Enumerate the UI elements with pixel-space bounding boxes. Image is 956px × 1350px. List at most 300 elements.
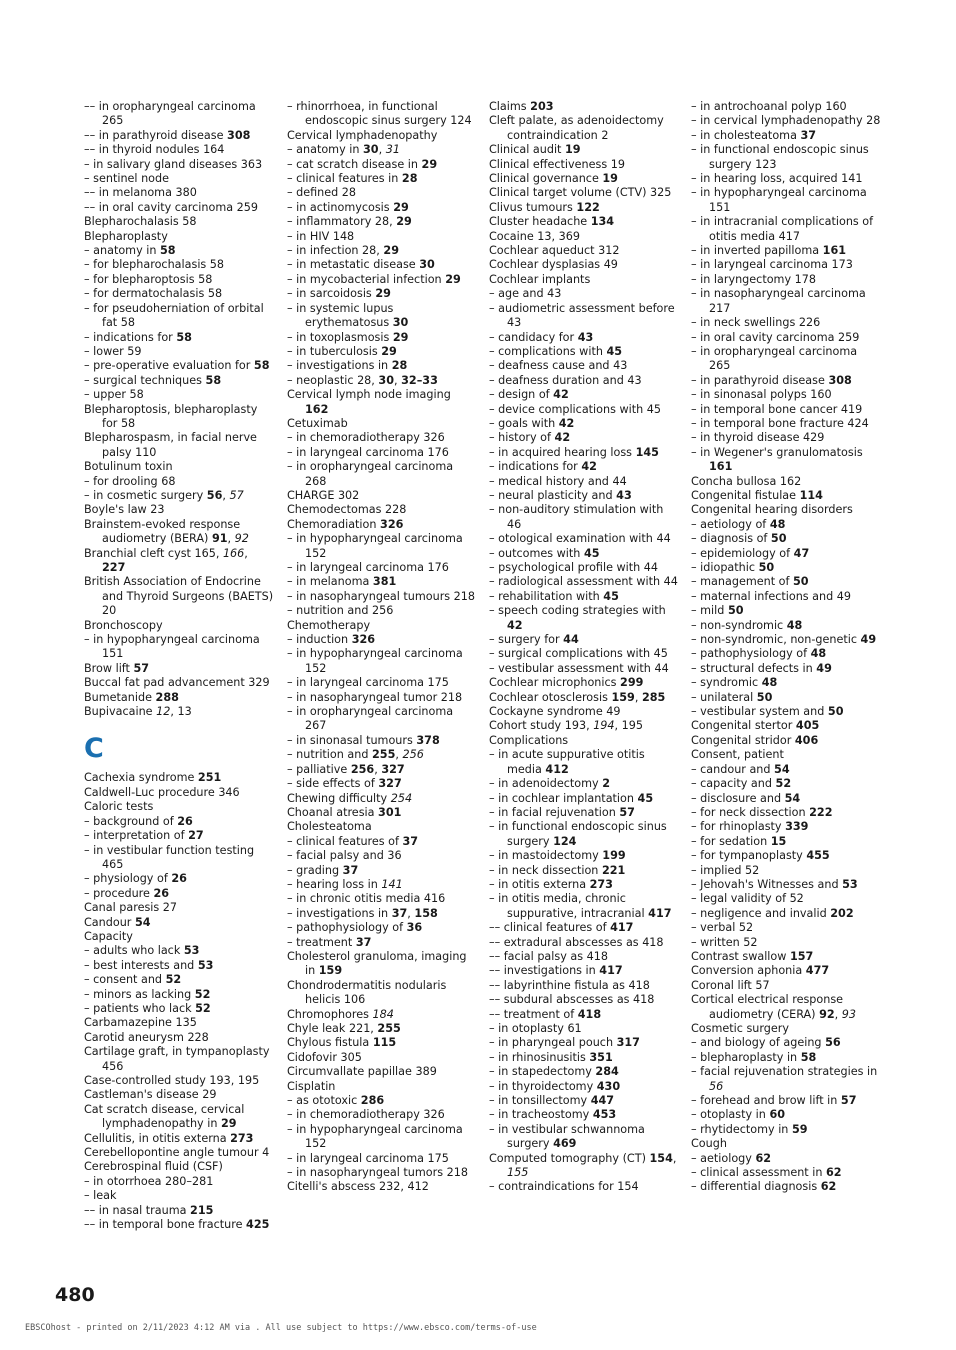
entry-text: Cochlear dysplasias 49 (489, 258, 618, 272)
entry-text: Chemoradiation (287, 517, 381, 531)
entry-text: – in stapedectomy (489, 1065, 596, 1079)
entry-text: – in otoplasty 61 (489, 1022, 582, 1035)
index-entry (287, 950, 477, 979)
index-entry (84, 800, 274, 814)
index-entry (287, 331, 477, 345)
page-ref-bold: 42 (553, 388, 569, 402)
entry-text: – mild (691, 604, 728, 618)
entry-text: – nutrition and 256 (287, 604, 394, 618)
index-entry (287, 647, 477, 676)
entry-text: –– in oral cavity carcinoma 259 (84, 200, 258, 214)
entry-text: –– subdural abscesses as 418 (489, 993, 655, 1007)
index-entry (84, 374, 274, 388)
page-ref-bold: 222 (809, 805, 833, 819)
page-ref-bold: 50 (727, 604, 744, 618)
page-ref-bold: 62 (826, 1166, 842, 1180)
entry-text: Chromophores (287, 1007, 373, 1021)
index-entry (691, 143, 881, 172)
page-ref-bold: 52 (195, 1001, 211, 1015)
entry-text: , (834, 1007, 842, 1021)
page-ref-bold: 2 (602, 777, 611, 791)
page-ref-bold: 29 (393, 200, 409, 214)
page-ref-italic: 166 (222, 546, 245, 560)
page-ref-italic: 56 (709, 1079, 724, 1093)
index-entry (287, 921, 477, 935)
section-letter-heading: C (84, 733, 104, 765)
index-entry (691, 489, 881, 503)
index-entry (489, 936, 679, 950)
index-entry (489, 633, 679, 647)
entry-text: British Association of Endocrine and Thyroid Surgeons (BAETS) 20 (84, 575, 277, 618)
index-entry (84, 930, 274, 944)
page-ref-bold: 44 (563, 633, 579, 647)
page-ref-italic: 254 (390, 791, 413, 805)
page-ref-bold: 255 (372, 748, 396, 762)
index-entry (287, 806, 477, 820)
entry-text: – in nasopharyngeal tumours 218 (287, 589, 476, 603)
index-entry (287, 100, 477, 129)
entry-text: – in otorrhoea 280–281 (84, 1174, 214, 1188)
entry-text: – nutrition and (287, 748, 373, 762)
index-entry (691, 518, 881, 532)
index-entry (691, 792, 881, 806)
entry-text: – clinical assessment in (691, 1166, 827, 1180)
entry-text: – in laryngectomy 178 (691, 272, 816, 286)
page-ref-bold: 256 (350, 762, 375, 776)
index-entry (287, 345, 477, 359)
index-entry (489, 892, 679, 921)
entry-text: – aetiology (691, 1151, 756, 1165)
entry-text: – in hypopharyngeal carcinoma 152 (287, 647, 467, 675)
index-entry (691, 1094, 881, 1108)
index-entry (84, 786, 274, 800)
index-entry (287, 1065, 477, 1079)
index-entry (287, 518, 477, 532)
entry-text: – in Wegener's granulomatosis (691, 445, 867, 459)
index-entry (84, 973, 274, 987)
entry-text: – patients who lack (84, 1001, 196, 1015)
page-ref-bold: 50 (770, 532, 787, 546)
index-entry (489, 719, 679, 733)
entry-text: – age and 43 (489, 287, 562, 301)
index-entry (691, 446, 881, 475)
page-ref-bold: 91 (211, 532, 228, 546)
entry-text: – in laryngeal carcinoma 176 (287, 445, 449, 459)
entry-text: Citelli's abscess 232, 412 (287, 1180, 429, 1194)
index-entry (84, 916, 274, 930)
index-entry (489, 561, 679, 575)
index-entry (84, 345, 274, 359)
entry-text: – in systemic lupus erythematosus (287, 301, 397, 330)
entry-text: – for sedation (691, 834, 771, 848)
index-entry (489, 1152, 679, 1181)
page-ref-bold: 299 (620, 676, 644, 690)
entry-text: Canal paresis 27 (84, 901, 178, 915)
entry-text: , (244, 546, 252, 560)
index-entry (287, 215, 477, 229)
index-entry (84, 676, 274, 690)
entry-text: Cetuximab (287, 416, 348, 430)
entry-text: – in neck dissection (489, 863, 602, 877)
page-ref-bold: 49 (860, 633, 877, 647)
page-ref-bold: 418 (577, 1007, 602, 1021)
entry-text: – cat scratch disease in (287, 157, 422, 171)
index-entry (84, 771, 274, 785)
index-entry (489, 331, 679, 345)
entry-text: Clinical target volume (CTV) 325 (489, 186, 672, 200)
page-ref-bold: 26 (171, 872, 187, 886)
page-ref-bold: 122 (576, 200, 600, 214)
index-entry (287, 561, 477, 575)
index-entry (691, 921, 881, 935)
index-entry (84, 518, 274, 547)
page-ref-bold: 326 (351, 633, 376, 647)
entry-text: , (395, 748, 403, 762)
page-ref-bold: 288 (155, 690, 179, 704)
entry-text: – otoplasty in (691, 1108, 770, 1122)
page-ref-bold: 30 (419, 258, 435, 272)
index-entry (489, 604, 679, 633)
entry-text: – in hearing loss, acquired 141 (691, 172, 863, 186)
page-ref-bold: 114 (799, 488, 823, 502)
page-ref-bold: 53 (183, 944, 200, 958)
entry-text: – in temporal bone fracture 424 (691, 416, 869, 430)
index-entry (691, 705, 881, 719)
index-entry (84, 1002, 274, 1016)
index-entry (287, 503, 477, 517)
page-ref-bold: 284 (595, 1065, 619, 1079)
page-ref-bold: 145 (635, 445, 659, 459)
index-column-1 (84, 100, 277, 1232)
page-ref-bold: 273 (230, 1131, 254, 1145)
entry-text: – in cervical lymphadenopathy 28 (691, 114, 881, 128)
index-entry (691, 547, 881, 561)
entry-text: Cartilage graft, in tympanoplasty 456 (84, 1045, 274, 1073)
entry-text: – in sinonasal tumours (287, 733, 417, 747)
index-entry (287, 374, 477, 388)
entry-text: – disclosure and (691, 791, 785, 805)
page-ref-bold: 27 (188, 829, 204, 843)
entry-text: – facial rejuvenation strategies in (691, 1065, 881, 1079)
entry-text: Cochlear implants (489, 272, 591, 286)
page-ref-bold: 50 (827, 705, 844, 719)
index-entry (489, 590, 679, 604)
page-ref-bold: 37 (800, 128, 817, 142)
entry-text: – in chemoradiotherapy 326 (287, 1108, 445, 1122)
index-entry (84, 388, 274, 402)
page-ref-bold: 199 (602, 849, 626, 863)
index-entry (84, 201, 274, 215)
index-entry (691, 1123, 881, 1137)
entry-text: – in thyroidectomy (489, 1079, 597, 1093)
index-entry (287, 431, 477, 445)
entry-text: , (374, 762, 382, 776)
entry-text: – in vestibular function testing 465 (84, 843, 258, 871)
entry-text: – interpretation of (84, 829, 189, 843)
entry-text: – aetiology of (691, 517, 770, 531)
index-entry (691, 186, 881, 215)
index-entry (84, 100, 274, 129)
page-ref-bold: 29 (445, 272, 461, 286)
index-entry (691, 993, 881, 1022)
entry-text: Brow lift (84, 661, 134, 675)
entry-text: – idiopathic (691, 561, 759, 574)
entry-text: – induction (287, 633, 352, 647)
index-entry (691, 820, 881, 834)
entry-text: – capacity and (691, 777, 776, 791)
index-entry (691, 849, 881, 863)
entry-text: – medical history and 44 (489, 474, 627, 488)
entry-text: , (222, 488, 230, 502)
page-ref-bold: 57 (619, 805, 635, 819)
entry-text: Complications (489, 733, 569, 747)
entry-text: Cleft palate, as adenoidectomy contraindication 2 (489, 114, 668, 142)
entry-text: Cholesteatoma (287, 820, 372, 834)
entry-text: – background of (84, 814, 178, 828)
page-ref-italic: 31 (385, 143, 400, 157)
entry-text: Chewing difficulty (287, 791, 391, 805)
index-entry (287, 302, 477, 331)
page-ref-bold: 19 (565, 143, 581, 157)
index-entry (489, 777, 679, 791)
index-entry (84, 633, 274, 662)
index-entry (84, 1160, 274, 1174)
page-ref-bold: 29 (392, 330, 409, 344)
entry-text: Bumetanide (84, 690, 156, 704)
entry-text: – for dermatochalasis 58 (84, 287, 223, 301)
entry-text: – in melanoma (287, 575, 373, 589)
entry-text: Cat scratch disease, cervical lymphadenopathy in (84, 1102, 248, 1131)
index-entry (489, 388, 679, 402)
page-ref-bold: 42 (507, 618, 523, 632)
index-entry (489, 417, 679, 431)
entry-text: Concha bullosa 162 (691, 474, 802, 488)
entry-text: Chylous fistula (287, 1036, 373, 1050)
entry-text: Bronchoscopy (84, 618, 163, 632)
page-ref-bold: 43 (616, 488, 632, 502)
entry-text: – goals with (489, 416, 559, 430)
index-entry (489, 705, 679, 719)
index-entry (84, 1132, 274, 1146)
index-entry (84, 959, 274, 973)
entry-text: Chondrodermatitis nodularis helicis 106 (287, 978, 450, 1007)
index-entry (287, 575, 477, 589)
entry-text: – contraindications for 154 (489, 1180, 639, 1194)
index-entry (287, 907, 477, 921)
index-entry (84, 1204, 274, 1218)
page-ref-bold: 412 (545, 762, 569, 776)
entry-text: Cluster headache (489, 215, 591, 229)
page-ref-bold: 161 (709, 460, 733, 474)
entry-text: – surgical techniques (84, 373, 206, 387)
index-entry (489, 1123, 679, 1152)
entry-text: – in tuberculosis (287, 344, 382, 358)
page-ref-bold: 53 (842, 877, 858, 891)
entry-text: – in inverted papilloma (691, 244, 823, 258)
index-entry (84, 215, 274, 229)
index-entry (489, 114, 679, 143)
entry-text: – structural defects in (691, 661, 817, 675)
index-entry (84, 1175, 274, 1189)
index-entry (287, 1080, 477, 1094)
page-ref-bold: 50 (758, 561, 775, 574)
entry-text: – rhinorrhoea, in functional endoscopic sinus surgery 124 (287, 100, 472, 128)
page-ref-bold: 37 (402, 834, 419, 848)
index-entry (489, 100, 679, 114)
index-entry (84, 844, 274, 873)
entry-text: – in neck swellings 226 (691, 316, 821, 330)
index-entry (287, 1108, 477, 1122)
entry-text: – non-syndromic (691, 618, 787, 632)
index-entry (287, 979, 477, 1008)
page-ref-bold: 405 (795, 719, 820, 733)
entry-text: Botulinum toxin (84, 460, 173, 474)
index-entry (489, 1180, 679, 1194)
index-entry (84, 575, 277, 618)
index-entry (691, 662, 881, 676)
page-ref-bold: 29 (396, 215, 412, 229)
index-entry (691, 763, 881, 777)
index-entry (287, 273, 477, 287)
entry-text: Cochlear microphonics (489, 676, 621, 690)
entry-text: Consent, patient (691, 748, 784, 762)
index-entry (287, 734, 477, 748)
entry-text: Cervical lymphadenopathy (287, 128, 438, 142)
index-entry (287, 1051, 477, 1065)
entry-text: – in chronic otitis media 416 (287, 892, 446, 906)
index-entry (84, 331, 274, 345)
entry-text: – clinical features of (287, 834, 403, 848)
entry-text: Contrast swallow (691, 949, 790, 963)
index-entry (489, 287, 679, 301)
index-entry (287, 388, 477, 417)
index-entry (489, 489, 679, 503)
page-ref-bold: 53 (197, 958, 214, 972)
page-ref-bold: 58 (205, 373, 222, 387)
page-ref-bold: 455 (806, 849, 830, 863)
index-entry (84, 1074, 274, 1088)
index-entry (287, 864, 477, 878)
page-ref-bold: 425 (246, 1218, 270, 1232)
page-ref-italic: 155 (507, 1166, 529, 1180)
entry-text: –– clinical features of (489, 921, 611, 935)
page-ref-italic: 184 (372, 1007, 394, 1021)
index-entry (691, 345, 881, 374)
entry-text: –– in melanoma 380 (84, 186, 197, 200)
page-ref-bold: 45 (606, 344, 623, 358)
index-entry (287, 936, 477, 950)
page-ref-bold: 326 (380, 517, 404, 531)
entry-text: Blepharoplasty (84, 229, 168, 243)
index-entry (489, 820, 679, 849)
entry-text: – legal validity of 52 (691, 892, 804, 906)
index-entry (84, 230, 274, 244)
index-entry (84, 129, 274, 143)
index-entry (287, 359, 477, 373)
page-ref-bold: 30 (378, 373, 394, 387)
entry-text: – complications with (489, 344, 607, 358)
page-ref-bold: 47 (793, 546, 810, 560)
index-entry (84, 186, 274, 200)
index-entry (287, 287, 477, 301)
page-ref-bold: 308 (828, 373, 852, 387)
page-ref-bold: 161 (822, 244, 847, 258)
page-ref-bold: 54 (774, 762, 790, 776)
page-ref-bold: 48 (786, 618, 803, 632)
index-entry (489, 460, 679, 474)
entry-text: – lower 59 (84, 344, 142, 358)
entry-text: –– extradural abscesses as 418 (489, 935, 664, 949)
entry-text: – in nasopharyngeal tumor 218 (287, 690, 463, 704)
page-ref-bold: 453 (592, 1108, 617, 1122)
index-entry (287, 835, 477, 849)
entry-text: – surgical complications with 45 (489, 647, 668, 661)
index-entry (84, 1088, 274, 1102)
index-entry (287, 244, 477, 258)
page-number: 480 (55, 1284, 95, 1306)
index-entry (489, 532, 679, 546)
entry-text: Bupivacaine (84, 705, 157, 719)
entry-text: Cerebellopontine angle tumour 4 (84, 1146, 270, 1160)
index-entry (287, 201, 477, 215)
entry-text: – rhytidectomy in (691, 1122, 792, 1136)
index-entry (84, 662, 274, 676)
page-ref-bold: 339 (785, 820, 809, 834)
entry-text: , (634, 690, 642, 704)
entry-text: –– treatment of (489, 1007, 578, 1021)
index-entry (691, 647, 881, 661)
entry-text: Blepharochalasis 58 (84, 215, 197, 229)
entry-text: – in cochlear implantation (489, 791, 638, 805)
entry-text: – in otitis media, chronic suppurative, intracranial (489, 892, 649, 920)
entry-text: – in intracranial complications of otitis media 417 (691, 215, 877, 243)
index-entry (489, 950, 679, 964)
entry-text: – clinical features in (287, 172, 402, 186)
index-entry (489, 547, 679, 561)
index-entry (691, 806, 881, 820)
entry-text: Cochlear aqueduct 312 (489, 244, 620, 258)
page-ref-bold: 255 (377, 1022, 401, 1035)
entry-text: – in sarcoidosis (287, 287, 376, 301)
entry-text: – in sinonasal polyps 160 (691, 388, 832, 402)
page-ref-bold: 221 (601, 863, 626, 877)
index-entry (287, 446, 477, 460)
page-ref-bold: 159 (318, 964, 343, 978)
index-entry (84, 273, 274, 287)
index-entry (84, 547, 274, 576)
entry-text: – surgery for (489, 633, 564, 647)
page-ref-bold: 36 (406, 921, 423, 935)
entry-text: – anatomy in (84, 244, 161, 258)
entry-text: – history of (489, 431, 555, 445)
index-entry (691, 1180, 881, 1194)
page-ref-bold: 56 (206, 488, 223, 502)
entry-text: – in actinomycosis (287, 200, 394, 214)
index-entry (84, 1031, 274, 1045)
entry-text: – in functional endoscopic sinus surgery (489, 820, 671, 848)
index-entry (489, 676, 679, 690)
entry-text: – deafness cause and 43 (489, 359, 628, 373)
entry-text: – outcomes with (489, 546, 584, 560)
entry-text: – management of (691, 575, 793, 589)
index-entry (489, 849, 679, 863)
entry-text: – non-syndromic, non-genetic (691, 633, 861, 647)
index-entry (489, 1065, 679, 1079)
index-entry (287, 230, 477, 244)
print-footer: EBSCOhost - printed on 2/11/2023 4:12 AM via . All use subject to https://www.ebsco.com/terms-of-use (25, 1323, 537, 1333)
page-ref-bold: 19 (602, 172, 618, 186)
page-ref-bold: 52 (194, 987, 211, 1001)
